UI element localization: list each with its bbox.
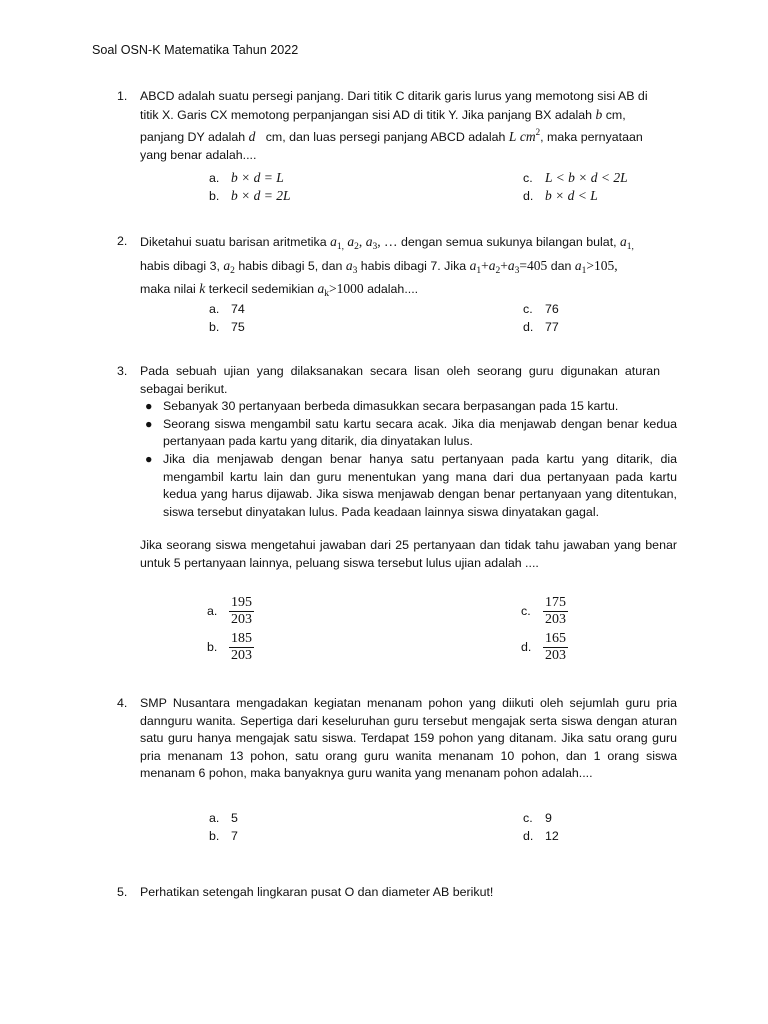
- option-d[interactable]: d. b × d < L: [523, 188, 598, 203]
- question-3: [117, 363, 698, 573]
- fraction: $\frac{195}{203}$: [231, 595, 252, 627]
- page-header: Soal OSN-K Matematika Tahun 2022: [92, 43, 299, 57]
- option-c[interactable]: c. 76: [523, 302, 559, 316]
- question-1: [117, 88, 677, 164]
- text-line: titik X. Garis CX memotong perpanjangan sisi AD di titik Y. Jika panjang BX adalah b cm,: [140, 106, 626, 122]
- question-text: [140, 233, 677, 304]
- question-4: [117, 695, 677, 783]
- list-item: ● Jika dia menjawab dengan benar hanya satu pertanyaan pada kartu yang ditarik, dia mengambil kartu lain dan guru menentukan yang mana dari dua pertanyaan pada kartu kedua yang harus dijawab. Jika siswa menjawab dengan benar pertanyaan yang ditentukan, siswa tersebut dinyatakan lulus. Pada keadaan lainnya siswa dinyatakan gagal.: [145, 451, 677, 519]
- question-text: SMP Nusantara mengadakan kegiatan menanam pohon yang diikuti oleh sejumlah guru pria dannguru wanita. Sepertiga dari keseluruhan guru tersebut mengajak serta siswa dengan aturan satu guru hanya mengajak satu siswa. Terdapat 159 pohon yang ditanam. Jika satu orang guru pria menanam 13 pohon, satu orang guru wanita menanam 10 pohon, dan 1 orang siswa menanam 6 pohon, maka banyaknya guru wanita yang menanam pohon adalah....: [140, 696, 677, 781]
- question-number: 1.: [117, 89, 128, 103]
- question-number: 2.: [117, 234, 128, 248]
- list-item: ● Seorang siswa mengambil satu kartu secara acak. Jika dia menjawab dengan benar kedua pertanyaan pada kartu yang ditarik, dia dinyatakan lulus.: [145, 416, 698, 449]
- fraction: $\frac{185}{203}$: [231, 631, 252, 663]
- option-d[interactable]: d. 12: [523, 829, 559, 843]
- fraction: $\frac{175}{203}$: [545, 595, 566, 627]
- option-b[interactable]: b. 7: [209, 829, 238, 843]
- question-number: 4.: [117, 696, 128, 710]
- question-5: [117, 884, 677, 902]
- question-text: [140, 88, 677, 164]
- option-d[interactable]: d. 77: [523, 320, 559, 334]
- text-line: yang benar adalah....: [140, 147, 257, 162]
- option-c[interactable]: c. L < b × d < 2L: [523, 170, 628, 185]
- option-c[interactable]: c. 9: [523, 811, 552, 825]
- text-line: Diketahui suatu barisan aritmetika $a_{1,}$ $a_2$, $a_3$, … dengan semua sukunya bilangan bulat, $a_{1,}$: [140, 234, 634, 252]
- option-b[interactable]: b. $\frac{185}{203}$: [207, 631, 252, 663]
- option-a[interactable]: a. 5: [209, 811, 238, 825]
- text-line: habis dibagi 3, $a_2$ habis dibagi 5, dan $a_3$ habis dibagi 7. Jika $a_1+a_2+a_3=405$ dan $a_1>105$,: [140, 257, 618, 276]
- question-2: [117, 233, 677, 304]
- question-number: 3.: [117, 364, 128, 378]
- text-line: maka nilai k terkecil sedemikian $a_k>1000$ adalah....: [140, 281, 419, 300]
- option-a[interactable]: a. 74: [209, 302, 245, 316]
- question-text: Jika seorang siswa mengetahui jawaban dari 25 pertanyaan dan tidak tahu jawaban yang benar untuk 5 pertanyaan lainnya, peluang siswa tersebut lulus ujian adalah ....: [140, 538, 677, 570]
- text-line: panjang DY adalah d cm, dan luas persegi panjang ABCD adalah L $cm^2$, maka pernyataan: [140, 127, 643, 145]
- rules-list: [140, 398, 698, 521]
- option-a[interactable]: a. b × d = L: [209, 170, 284, 185]
- question-number: 5.: [117, 885, 128, 899]
- option-b[interactable]: b. 75: [209, 320, 245, 334]
- option-a[interactable]: a. $\frac{195}{203}$: [207, 595, 252, 627]
- fraction: $\frac{165}{203}$: [545, 631, 566, 663]
- option-b[interactable]: b. b × d = 2L: [209, 188, 291, 203]
- list-item: ● Sebanyak 30 pertanyaan berbeda dimasukkan secara berpasangan pada 15 kartu.: [145, 399, 619, 414]
- text-line: ABCD adalah suatu persegi panjang. Dari titik C ditarik garis lurus yang memotong sisi AB di: [140, 89, 648, 103]
- option-c[interactable]: c. $\frac{175}{203}$: [521, 595, 566, 627]
- question-text: Perhatikan setengah lingkaran pusat O dan diameter AB berikut!: [140, 885, 494, 899]
- question-intro: Pada sebuah ujian yang dilaksanakan secara lisan oleh seorang guru digunakan aturan sebagai berikut.: [140, 364, 660, 396]
- option-d[interactable]: d. $\frac{165}{203}$: [521, 631, 566, 663]
